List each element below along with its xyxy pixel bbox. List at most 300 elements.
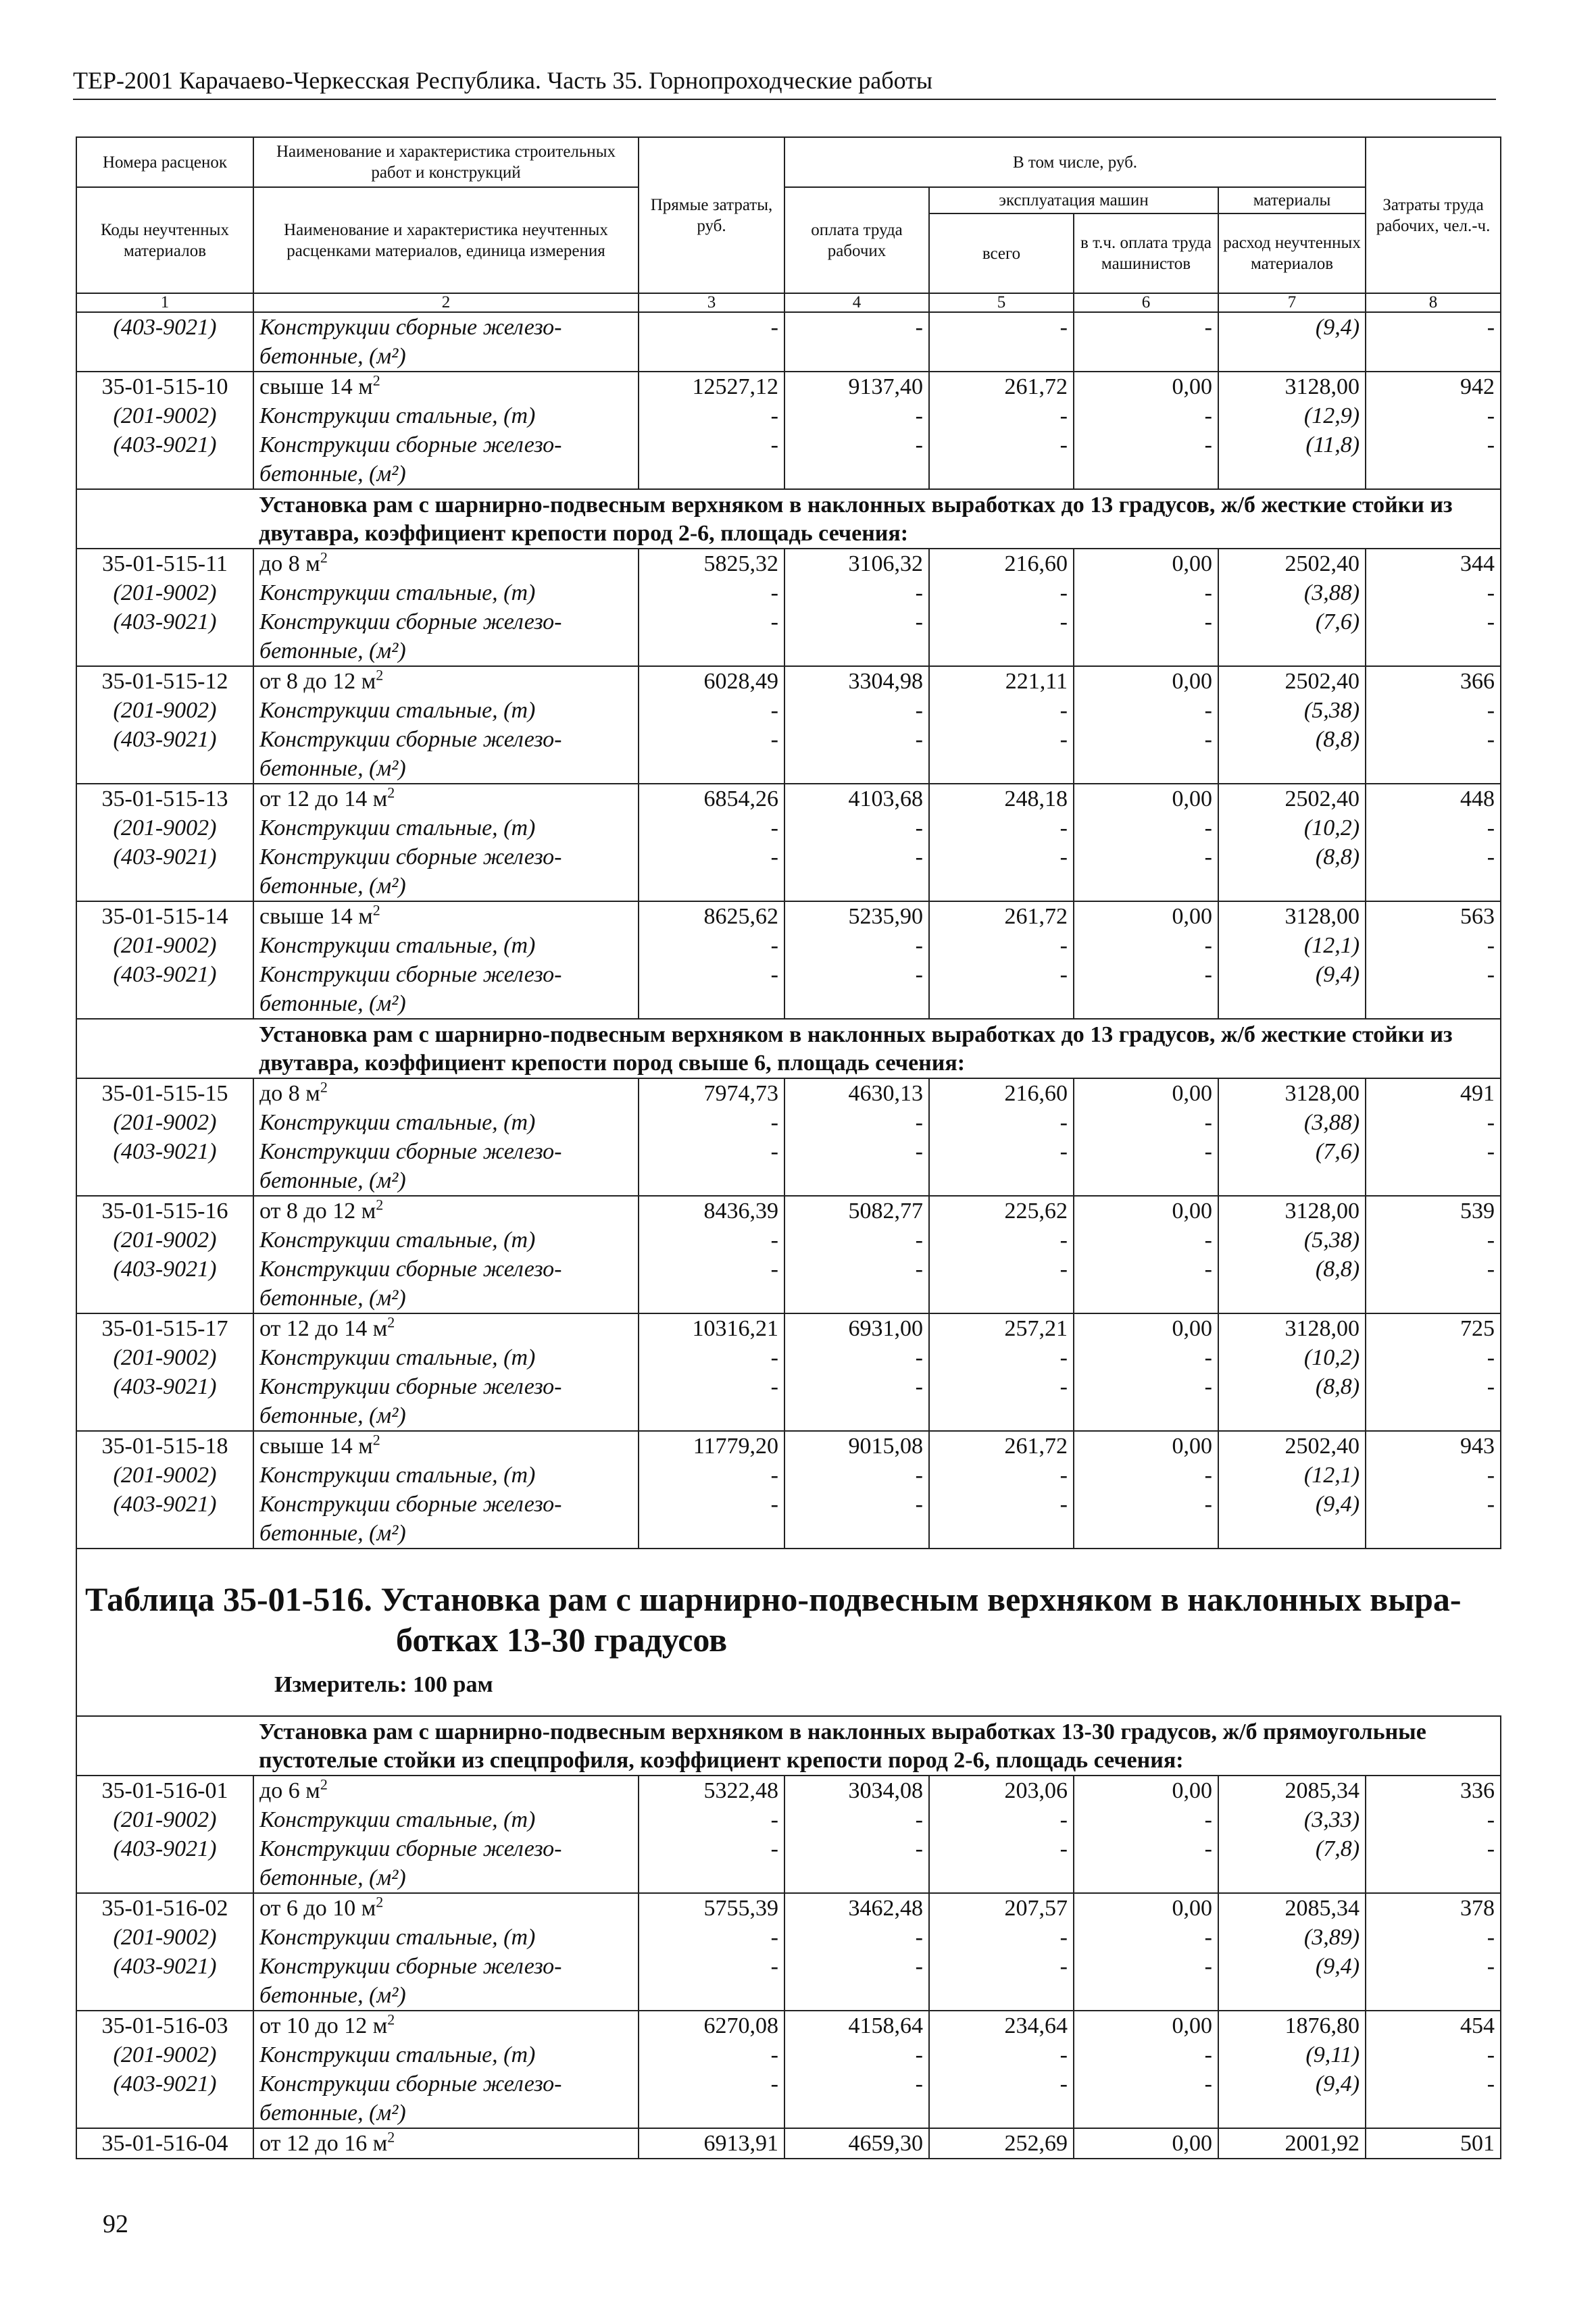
material-name-cont: бетонные, (м²) (253, 872, 639, 901)
cell-v4: - (784, 931, 929, 960)
cell-v3: - (639, 931, 784, 960)
cell-v8: - (1366, 842, 1501, 872)
cell-v7: 1876,80 (1218, 2011, 1366, 2040)
cell-v3: - (639, 2040, 784, 2069)
cell-v6: - (1074, 1226, 1218, 1255)
table-516-title (76, 1549, 1501, 1776)
cell-v8: - (1366, 1343, 1501, 1372)
cell-v4: 5082,77 (784, 1196, 929, 1226)
material-row (76, 607, 1501, 636)
rate-code: 35-01-516-01 (76, 1776, 253, 1805)
cell-v5: - (929, 1952, 1074, 1981)
cell-v5: - (929, 2069, 1074, 2098)
cell-v3: - (639, 430, 784, 459)
cell-v6: 0,00 (1074, 1776, 1218, 1805)
cell-v8: - (1366, 696, 1501, 725)
table-row (76, 1196, 1501, 1226)
rate-name: свыше 14 $м^2$ (253, 372, 639, 401)
rate-name: свыше 14 $м^2$ (253, 901, 639, 931)
col-rate-numbers: Номера расценок (76, 137, 253, 187)
rate-name: от 12 до 16 $м^2$ (253, 2128, 639, 2159)
cell-v8: 943 (1366, 1431, 1501, 1461)
cell-v4: 3106,32 (784, 549, 929, 578)
material-row (76, 1108, 1501, 1137)
cell-v7: 3128,00 (1218, 1196, 1366, 1226)
cell-v7: (7,6) (1218, 607, 1366, 636)
material-name: Конструкции сборные железо- (253, 1490, 639, 1519)
cell-v8: - (1366, 725, 1501, 754)
cell-v6: - (1074, 725, 1218, 754)
cell-v7: 2001,92 (1218, 2128, 1366, 2159)
col-index: 3 (639, 293, 784, 312)
cell-v4: - (784, 1108, 929, 1137)
cell-v5: - (929, 607, 1074, 636)
material-row (76, 2098, 1501, 2128)
material-code: (403-9021) (76, 1952, 253, 1981)
cell-v7: 3128,00 (1218, 901, 1366, 931)
cell-v6: - (1074, 578, 1218, 607)
cell-v5: - (929, 1834, 1074, 1863)
material-row (76, 1343, 1501, 1372)
rate-name: от 12 до 14 $м^2$ (253, 1313, 639, 1343)
cell-v5: - (929, 1137, 1074, 1166)
cell-v6: - (1074, 2040, 1218, 2069)
cell-v6: - (1074, 842, 1218, 872)
material-code: (201-9002) (76, 1461, 253, 1490)
col-material-usage: расход неучтенных материалов (1218, 213, 1366, 293)
cell-v4: 5235,90 (784, 901, 929, 931)
measure-label: Измеритель: (274, 1672, 407, 1697)
rate-code: 35-01-516-02 (76, 1893, 253, 1923)
cell-v7: (5,38) (1218, 1226, 1366, 1255)
rate-name: до 6 $м^2$ (253, 1776, 639, 1805)
measure-value: 100 рам (413, 1672, 493, 1697)
rate-code: 35-01-515-16 (76, 1196, 253, 1226)
material-code: (403-9021) (76, 1255, 253, 1284)
cell-v8: - (1366, 401, 1501, 430)
cell-v3: - (639, 1834, 784, 1863)
cell-v4: 4630,13 (784, 1078, 929, 1108)
table-row (76, 1431, 1501, 1461)
material-name-cont: бетонные, (м²) (253, 636, 639, 666)
cell-v4: - (784, 1461, 929, 1490)
cell-v3: - (639, 1226, 784, 1255)
cell-v4: 4158,64 (784, 2011, 929, 2040)
cell-v6: - (1074, 1490, 1218, 1519)
cell-v8: 501 (1366, 2128, 1501, 2159)
col-index: 8 (1366, 293, 1501, 312)
cell-v3: - (639, 1343, 784, 1372)
material-name-cont: бетонные, (м²) (253, 989, 639, 1019)
material-row (76, 1401, 1501, 1431)
material-name: Конструкции стальные, (т) (253, 931, 639, 960)
material-row (76, 813, 1501, 842)
cell-v3: - (639, 1137, 784, 1166)
material-row (76, 872, 1501, 901)
cell-v4: - (784, 1834, 929, 1863)
cell-v5: - (929, 960, 1074, 989)
cell-v5: - (929, 578, 1074, 607)
cell-v8: - (1366, 2040, 1501, 2069)
material-row (76, 1519, 1501, 1549)
cell-v3: - (639, 2069, 784, 2098)
cell-v7: 2502,40 (1218, 784, 1366, 813)
cell-v5: - (929, 2040, 1074, 2069)
material-row (76, 754, 1501, 784)
material-code: (201-9002) (76, 1343, 253, 1372)
cell-v7: (3,88) (1218, 1108, 1366, 1137)
cell-v4: - (784, 1137, 929, 1166)
cell-v7: (12,1) (1218, 1461, 1366, 1490)
table-row (76, 1313, 1501, 1343)
cell-v3: 6913,91 (639, 2128, 784, 2159)
cell-v8: - (1366, 1952, 1501, 1981)
cell-v3: 5755,39 (639, 1893, 784, 1923)
cell-v8: 454 (1366, 2011, 1501, 2040)
cell-v6: - (1074, 1923, 1218, 1952)
material-name: Конструкции сборные железо- (253, 1952, 639, 1981)
cell-v6: - (1074, 2069, 1218, 2098)
table-header (76, 137, 1501, 312)
material-name: Конструкции сборные железо- (253, 2069, 639, 2098)
cell-v3: - (639, 1108, 784, 1137)
material-code: (403-9021) (76, 430, 253, 459)
material-name: Конструкции стальные, (т) (253, 2040, 639, 2069)
cell-v6: 0,00 (1074, 372, 1218, 401)
material-name: Конструкции стальные, (т) (253, 696, 639, 725)
cell-v4: - (784, 1805, 929, 1834)
material-name: Конструкции сборные железо- (253, 607, 639, 636)
cell-v3: 8625,62 (639, 901, 784, 931)
cell-v6: 0,00 (1074, 2011, 1218, 2040)
cell-v5: - (929, 696, 1074, 725)
cell-v7: (11,8) (1218, 430, 1366, 459)
material-code: (403-9021) (76, 2069, 253, 2098)
cell-v7: (7,8) (1218, 1834, 1366, 1863)
cell-v4: - (784, 1255, 929, 1284)
cell-v4: - (784, 607, 929, 636)
cell-v4: - (784, 2069, 929, 2098)
table-row (76, 2011, 1501, 2040)
material-name-cont: бетонные, (м²) (253, 1284, 639, 1313)
cell-v5: 257,21 (929, 1313, 1074, 1343)
cell-v4: 9137,40 (784, 372, 929, 401)
cell-v7: 3128,00 (1218, 1313, 1366, 1343)
material-row (76, 1863, 1501, 1893)
cell-v7: (3,89) (1218, 1923, 1366, 1952)
material-row (76, 1805, 1501, 1834)
cell-v5: - (929, 842, 1074, 872)
cell-v5: - (929, 1805, 1074, 1834)
material-row (76, 1461, 1501, 1490)
cell-v4: - (784, 960, 929, 989)
cell-v5: - (929, 1372, 1074, 1401)
table-row (76, 1893, 1501, 1923)
material-name: Конструкции сборные железо- (253, 1834, 639, 1863)
cell-v7: 3128,00 (1218, 1078, 1366, 1108)
cell-v3: 12527,12 (639, 372, 784, 401)
cell-v4: - (784, 430, 929, 459)
cell-v6: - (1074, 813, 1218, 842)
table-row (76, 2128, 1501, 2159)
cell-v4: - (784, 1952, 929, 1981)
cell-v7: (8,8) (1218, 1372, 1366, 1401)
cell-v4: - (784, 1923, 929, 1952)
material-name-cont: бетонные, (м²) (253, 1166, 639, 1196)
material-code: (201-9002) (76, 1923, 253, 1952)
cell-v3: 5322,48 (639, 1776, 784, 1805)
material-code: (403-9021) (76, 960, 253, 989)
cell-v3: - (639, 1952, 784, 1981)
cell-v6: 0,00 (1074, 784, 1218, 813)
material-code: (201-9002) (76, 696, 253, 725)
cell-v3: - (639, 1372, 784, 1401)
cell-v5: - (929, 1255, 1074, 1284)
cell-v6: 0,00 (1074, 1893, 1218, 1923)
cell-v3: - (639, 607, 784, 636)
material-name: Конструкции стальные, (т) (253, 813, 639, 842)
material-row (76, 989, 1501, 1019)
cell-v8: - (1366, 1108, 1501, 1137)
cell-v6: - (1074, 430, 1218, 459)
col-material-name: Наименование и характеристика неучтенных расценками материалов, единица измерения (253, 187, 639, 293)
cell-v6: - (1074, 1108, 1218, 1137)
cell-v5: 207,57 (929, 1893, 1074, 1923)
cell-v5: 203,06 (929, 1776, 1074, 1805)
cell-v8: - (1366, 2069, 1501, 2098)
cell-v3: - (639, 1805, 784, 1834)
cell-v6: - (1074, 960, 1218, 989)
material-name: Конструкции стальные, (т) (253, 1461, 639, 1490)
cell-v4: - (784, 312, 929, 342)
cell-v7: (8,8) (1218, 842, 1366, 872)
col-index: 2 (253, 293, 639, 312)
cell-v7: (12,1) (1218, 931, 1366, 960)
cell-v5: - (929, 1923, 1074, 1952)
cell-v8: 491 (1366, 1078, 1501, 1108)
col-labor-hours: Затраты труда рабочих, чел.-ч. (1366, 137, 1501, 293)
material-row (76, 1981, 1501, 2011)
col-direct-costs: Прямые затраты, руб. (639, 137, 784, 293)
material-name-cont: бетонные, (м²) (253, 1519, 639, 1549)
section-heading: Установка рам с шарнирно-подвесным верхняком в наклонных выработках до 13 градусов, ж/б жесткие стойки из двутавра, коэффициент крепости пород 2-6, площадь сечения: (253, 489, 1501, 549)
cell-v4: 3304,98 (784, 666, 929, 696)
material-row (76, 1166, 1501, 1196)
material-code: (403-9021) (76, 725, 253, 754)
cell-v6: - (1074, 1372, 1218, 1401)
cell-v6: 0,00 (1074, 1196, 1218, 1226)
cell-v8: - (1366, 430, 1501, 459)
material-row (76, 725, 1501, 754)
cell-v7: (3,88) (1218, 578, 1366, 607)
material-row (76, 636, 1501, 666)
table-row (76, 342, 1501, 372)
cell-v4: - (784, 2040, 929, 2069)
cell-v5: - (929, 1226, 1074, 1255)
cell-v6: - (1074, 607, 1218, 636)
material-name: Конструкции стальные, (т) (253, 1805, 639, 1834)
cell-v4: - (784, 578, 929, 607)
cell-v3: - (639, 696, 784, 725)
cell-v6: 0,00 (1074, 1313, 1218, 1343)
rate-name: до 8 $м^2$ (253, 549, 639, 578)
cell-v6: 0,00 (1074, 1078, 1218, 1108)
material-code: (403-9021) (76, 1834, 253, 1863)
cell-v4: - (784, 696, 929, 725)
material-name-cont: бетонные, (м²) (253, 342, 639, 372)
material-code: (201-9002) (76, 1108, 253, 1137)
material-name: Конструкции стальные, (т) (253, 1923, 639, 1952)
material-row (76, 960, 1501, 989)
material-row (76, 2040, 1501, 2069)
material-code: (201-9002) (76, 1226, 253, 1255)
col-ops-total: всего (929, 213, 1074, 293)
col-index: 6 (1074, 293, 1218, 312)
cell-v5: 248,18 (929, 784, 1074, 813)
cell-v3: - (639, 312, 784, 342)
cell-v3: 5825,32 (639, 549, 784, 578)
material-code: (403-9021) (76, 1137, 253, 1166)
material-row (76, 1490, 1501, 1519)
cell-v7: (8,8) (1218, 1255, 1366, 1284)
blocks-515 (76, 372, 1501, 1549)
cell-v6: 0,00 (1074, 2128, 1218, 2159)
material-name: Конструкции сборные железо- (253, 430, 639, 459)
material-name: Конструкции сборные железо- (253, 1255, 639, 1284)
rate-name: от 10 до 12 $м^2$ (253, 2011, 639, 2040)
table-row (76, 901, 1501, 931)
cell-v5: 261,72 (929, 372, 1074, 401)
cell-v5: - (929, 401, 1074, 430)
cell-v4: - (784, 1226, 929, 1255)
material-row (76, 1255, 1501, 1284)
cell-v7: (9,4) (1218, 960, 1366, 989)
cell-v3: - (639, 1923, 784, 1952)
cell-v8: - (1366, 312, 1501, 342)
col-machine-ops: эксплуатация машин (929, 187, 1218, 213)
cell-v5: 261,72 (929, 1431, 1074, 1461)
material-name: Конструкции сборные железо- (253, 1137, 639, 1166)
cell-v6: 0,00 (1074, 901, 1218, 931)
cell-v3: - (639, 1461, 784, 1490)
cell-v6: - (1074, 696, 1218, 725)
cell-v5: - (929, 1461, 1074, 1490)
cell-v7: (12,9) (1218, 401, 1366, 430)
cell-v6: - (1074, 1805, 1218, 1834)
cell-v3: - (639, 813, 784, 842)
rate-code: 35-01-516-03 (76, 2011, 253, 2040)
cell-v3: - (639, 725, 784, 754)
rate-name: от 12 до 14 $м^2$ (253, 784, 639, 813)
cell-v3: 6270,08 (639, 2011, 784, 2040)
cell-v8: 336 (1366, 1776, 1501, 1805)
cell-v6: - (1074, 401, 1218, 430)
cell-v8: - (1366, 1461, 1501, 1490)
material-row (76, 1226, 1501, 1255)
cell-v8: 539 (1366, 1196, 1501, 1226)
cell-v7: 2085,34 (1218, 1776, 1366, 1805)
cell-v7: (3,33) (1218, 1805, 1366, 1834)
cell-v8: - (1366, 813, 1501, 842)
material-name-cont: бетонные, (м²) (253, 1981, 639, 2011)
page-header: ТЕР-2001 Карачаево-Черкесская Республика. Часть 35. Горнопроходческие работы (73, 65, 1496, 100)
col-wages: оплата труда рабочих (784, 187, 929, 293)
section-heading: Установка рам с шарнирно-подвесным верхняком в наклонных выработках до 13 градусов, ж/б жесткие стойки из двутавра, коэффициент крепости пород свыше 6, площадь сечения: (253, 1019, 1501, 1078)
material-row (76, 1923, 1501, 1952)
material-name: Конструкции сборные железо- (253, 842, 639, 872)
cell-v3: 10316,21 (639, 1313, 784, 1343)
rate-name: до 8 $м^2$ (253, 1078, 639, 1108)
rate-name: от 8 до 12 $м^2$ (253, 1196, 639, 1226)
col-index: 1 (76, 293, 253, 312)
cell-v6: - (1074, 1343, 1218, 1372)
cell-v5: - (929, 1490, 1074, 1519)
material-name: Конструкции сборные железо- (253, 725, 639, 754)
material-row (76, 430, 1501, 459)
cell-v4: - (784, 725, 929, 754)
material-row (76, 1137, 1501, 1166)
rate-code: 35-01-516-04 (76, 2128, 253, 2159)
table-row (76, 784, 1501, 813)
cell-v4: 3462,48 (784, 1893, 929, 1923)
cell-v5: - (929, 813, 1074, 842)
material-name: Конструкции стальные, (т) (253, 1108, 639, 1137)
material-name-cont: бетонные, (м²) (253, 2098, 639, 2128)
last-row-group (76, 2128, 1501, 2159)
cell-v7: 2502,40 (1218, 549, 1366, 578)
material-row (76, 1834, 1501, 1863)
measure-line (85, 1671, 1495, 1699)
cell-v4: 4103,68 (784, 784, 929, 813)
cell-v6: 0,00 (1074, 1431, 1218, 1461)
cell-v8: - (1366, 578, 1501, 607)
cell-v5: 252,69 (929, 2128, 1074, 2159)
cell-v8: - (1366, 1372, 1501, 1401)
cell-v8: 448 (1366, 784, 1501, 813)
material-name: Конструкции стальные, (т) (253, 401, 639, 430)
rate-name: от 8 до 12 $м^2$ (253, 666, 639, 696)
cell-v5: 234,64 (929, 2011, 1074, 2040)
cell-v7: (10,2) (1218, 1343, 1366, 1372)
cell-v3: 6854,26 (639, 784, 784, 813)
cell-v7: (10,2) (1218, 813, 1366, 842)
cell-v5: - (929, 725, 1074, 754)
cell-v8: - (1366, 607, 1501, 636)
rate-name: свыше 14 $м^2$ (253, 1431, 639, 1461)
cell-v4: - (784, 842, 929, 872)
col-materials: материалы (1218, 187, 1366, 213)
cell-v4: - (784, 1490, 929, 1519)
rate-code: 35-01-515-12 (76, 666, 253, 696)
cell-v3: 8436,39 (639, 1196, 784, 1226)
material-code: (403-9021) (76, 607, 253, 636)
cell-v8: 725 (1366, 1313, 1501, 1343)
material-name: Конструкции сборные железо- (253, 1372, 639, 1401)
cell-v6: - (1074, 1255, 1218, 1284)
section-row (76, 1019, 1501, 1078)
cell-v4: - (784, 1372, 929, 1401)
cell-v4: 3034,08 (784, 1776, 929, 1805)
material-row (76, 931, 1501, 960)
material-name-cont: бетонные, (м²) (253, 459, 639, 489)
cell-v8: - (1366, 960, 1501, 989)
cell-v8: 563 (1366, 901, 1501, 931)
carryover-group (76, 312, 1501, 372)
material-code: (201-9002) (76, 578, 253, 607)
cell-v5: 221,11 (929, 666, 1074, 696)
cell-v7: (7,6) (1218, 1137, 1366, 1166)
page-number: 92 (103, 2210, 128, 2238)
